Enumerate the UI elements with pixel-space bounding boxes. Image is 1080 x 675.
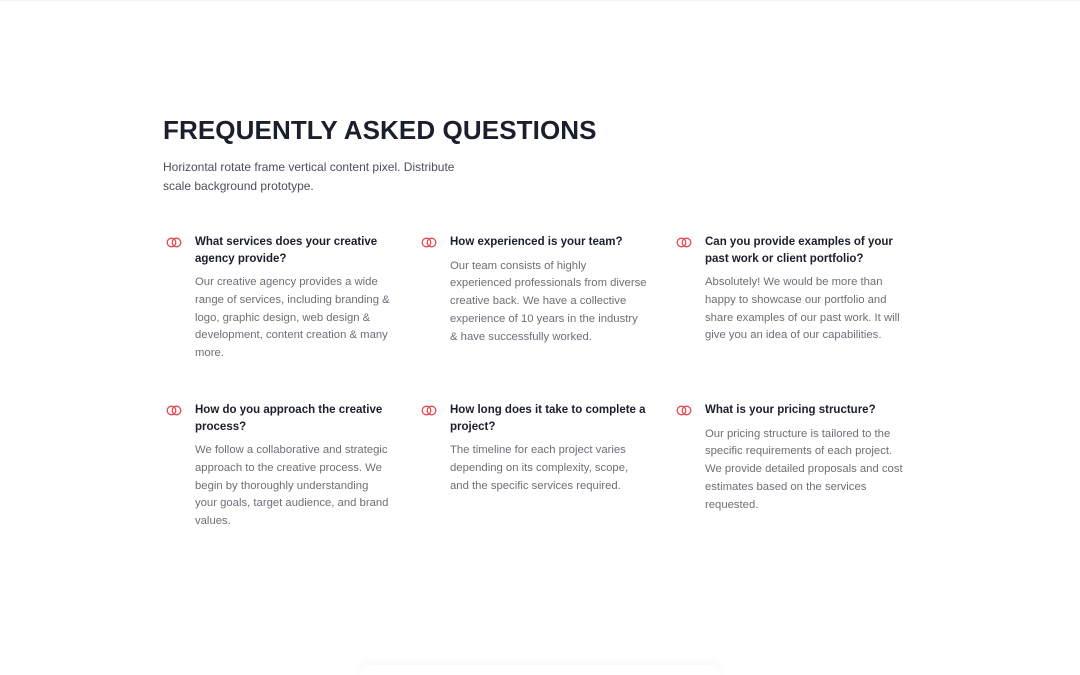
faq-answer: Absolutely! We would be more than happy to showcase our portfolio and share examples of our past work. It will give you an idea of our capabilities. xyxy=(705,276,900,342)
faq-answer: We follow a collaborative and strategic approach to the creative process. We begin by thoroughly understanding your goals, target audience, and brand values. xyxy=(195,444,389,528)
faq-item xyxy=(418,402,648,531)
interlocking-rings-icon xyxy=(676,237,692,248)
faq-item xyxy=(673,234,903,402)
interlocking-rings-icon xyxy=(676,405,692,416)
faq-item xyxy=(673,402,903,531)
faq-item xyxy=(418,234,648,402)
faq-answer: Our team consists of highly experienced professionals from diverse creative back. We have a collective experience of 10 years in the industry & have successfully worked. xyxy=(450,259,647,343)
faq-question: What services does your creative agency provide? xyxy=(195,236,378,265)
faq-question: How experienced is your team? xyxy=(450,236,623,248)
top-divider xyxy=(0,0,1080,2)
faq-answer: The timeline for each project varies depending on its complexity, scope, and the specific services required. xyxy=(450,444,629,492)
faq-item xyxy=(163,402,393,531)
faq-answer: Our creative agency provides a wide range of services, including branding & logo, graphic design, web design & development, content creation & many more. xyxy=(195,276,390,360)
faq-question: How do you approach the creative process? xyxy=(195,404,383,433)
faq-answer: Our pricing structure is tailored to the specific requirements of each project. We provide detailed proposals and cost estimates based on the services requested. xyxy=(705,427,903,511)
faq-question: What is your pricing structure? xyxy=(705,404,876,416)
faq-subtitle: Horizontal rotate frame vertical content pixel. Distribute scale background prototype. xyxy=(163,160,455,193)
faq-question: Can you provide examples of your past work or client portfolio? xyxy=(705,236,893,265)
faq-section xyxy=(163,114,923,528)
interlocking-rings-icon xyxy=(166,237,182,248)
next-section-card-edge xyxy=(360,665,720,675)
interlocking-rings-icon xyxy=(421,237,437,248)
interlocking-rings-icon xyxy=(421,405,437,416)
faq-grid xyxy=(163,234,928,531)
faq-question: How long does it take to complete a project? xyxy=(450,404,646,433)
faq-title: FREQUENTLY ASKED QUESTIONS xyxy=(163,115,597,145)
faq-item xyxy=(163,234,393,402)
interlocking-rings-icon xyxy=(166,405,182,416)
